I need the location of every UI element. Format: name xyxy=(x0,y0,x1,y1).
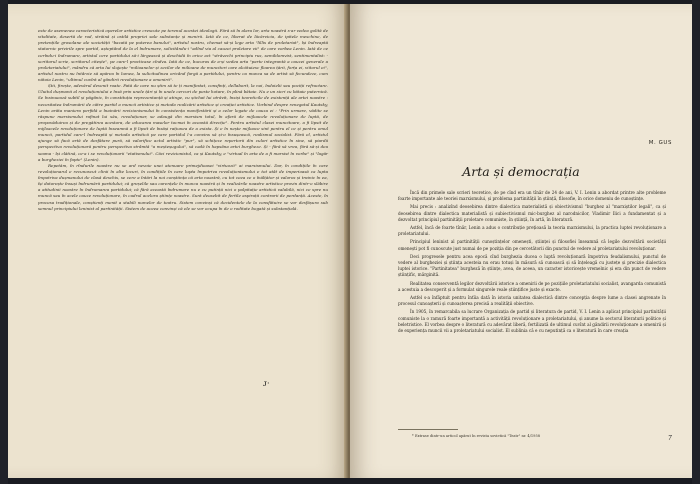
body-paragraph-4: Principiul leninist al partinității cunoștințelor omenești, științei și filosofiei înseamnă că legile dezvoltării societății omenești pot fi cunoscute just numai de pe poziția din pe cercetătorii din punctul de vedere al proletariatului revoluționar. xyxy=(398,239,666,251)
left-paragraph-2: Știi, firește, adevărul devenit roate. Fată de care nu știm să te ți manifestat, consfinți, dellaborit, la noi, îndoielii sau poziții refractare. Uluitul dușmanii al revoluționiului e însă prin unele țări și în unele cercuri de peste hotare, în plină bătaie. Nu e un sicri cu bătaie puternică. Se însinuează subtil și păgânic, în constituția reprezentanță și atinge, cu șiichat lui otrăvit, însiși teoreticile de existență ale artei noastre : necesitatea îndrumării de către partid a muncii artistice și metoda realizării artistice și creației artistice. Vorbind despre renegatul Kautsky, Lenin arăta maniera perfidă a înainării revizionismului în consistența manifestării și a celor legate de cauza ei : "Prin urmare, vădite se răspune marxismului rafinat lui său, revoluționar, se adaugă din marxism totul, în afară de mijloacele revoluționare de luptă, de propovăduirea și de pregătirea acestora, de educarea maselor tocmai în această direcție". Pentru artistul clasei muncitoare, a fi lipsit de mijloacele revoluționare de luptă înseamnă a fi lipsit de însăși rațiunea de a exista. Și e în nește mijloace sint pentru el ce și pentru omul muncii, partidul care-l îndreaptă și metoda artistică pe care partidul l-a convins să și-o însușească, realismul socialist. Fără el, artistul ajunge să facă artă de desfătare pură, să valorifice actul artistic "pur", să schițeze repertorii din culori artistice în sine, să piardă perspectiva revoluționară pentru perspectiva strâmtă "a meșteșugului", să cadă în hapsâna artei burgheze. Și - fără să vrea, fără să-și dea seama - își clătină, ce-a i se revoluționarii "etatismului". Căci revizionistul, ca și Kautsky, e "virtual în arta de a fi marxist în vorbe" și "lagăr a burgheziei în fapte" (Lenin). xyxy=(38,83,328,162)
body-paragraph-6: Realitatea consecventă legilor dezvoltării istorice a omenirii de pe pozițiile proletariatului socialist, avangarda comunistă a acestuia a descoperit și a formulat singurele reale științifice juste și exacte. xyxy=(398,280,666,292)
body-paragraph-8: În 1905, în remarcabila sa lucrare Organizația de partid și literatura de partid, V. I. Lenin a aplicat principiul partinității comuniste la o ramură foarte importantă a activității revoluționare a proletariatului, și anume la sectorul literaturii politice și beletristice. El vorbea despre o literatură cu adevărat liberă, fertilizată de ultimul cuvînt al gândirii revoluționare a omenirii și de experiența muncii vii a proletariatului socialist. El sublinia că e cu neputință ca o literatură în care creația xyxy=(398,309,666,333)
left-paragraph-3: Repetăm, în rîndurile noastre nu se ard nevoie unei atenuare primejdioasei "virtuozii" ai marxismului. Dar, în condițiile în care revoluționarul e recunoscut clinii în alte locuri, în condițiile în care lupta împotriva revoluționismului e tot atât de imperioasă ca lupta împotriva dușmanului de clasă deschis, se cere a întări la noi conștiința că arta noastră, cu tot ceea ce o înălțător și valoros și trainic în ea, își datorește însuși îndrumării partidului; că greșelile sau carențele în munca noastră și în realizările noastre artistice provin dintr-o slăbire a atitudinii noastre în îndrumarea partidului; că fără această îndrumare nu e cu putință nici o palpitație artistică valabilă, nici ce spre nu muncă sau în acele cauze revoluționare, în cadrul acelora științe noastre. Sunt deosebit de fertile aspirații contrarii de perdanță. Aceste, în procesa tradiționale, conștienți menit a stabili numelor de teatru. Sistem convinși că decidentele de la consfătuire se vor desfășura sub semnul principiului leninist al partinității. Sistem de aceea convinși că ele se vor ocupa în de o roditate bogată și substanțială. xyxy=(38,162,328,211)
page-number: 7 xyxy=(668,435,672,442)
left-page-text xyxy=(38,28,328,212)
body-paragraph-3: Astfel, încă de foarte tînăr, Lenin a adus o contribuție prețioasă la teoria marxismului, la practica luptei revoluționare a proletariatului. xyxy=(398,225,666,237)
book-edge-right xyxy=(692,0,700,484)
article-body xyxy=(398,190,666,336)
right-page xyxy=(350,4,692,478)
article-title: Arta și democrația xyxy=(462,164,580,179)
footnote-rule xyxy=(398,429,458,430)
left-page xyxy=(8,4,348,478)
book-edge-left xyxy=(0,0,8,484)
body-paragraph-2: Mai precis : analizînd deosebirea dintre dialectica materialistă și obiectivismul "burghez al "marxiștilor legali", ca și deosebirea dintre dialectica materialistă și subiectivismul mic-burghez al narodnicilor, Vladimir Ilici a fundamentat și a dezvoltat principiul partinității proletare comuniste, în știință, în artă, în literatură. xyxy=(398,204,666,222)
left-paragraph-1: este de asemenea caracteristică operelor artistice crescute pe terenul acestei ideologii. Fără să în alara lor, arta noastră s-ar vedea golită de vitalitate, desertă de rod, străină și ostilă propriei sale substanțe și menirii. Iată de ce, liberat de lăcărvicia, de ipitele meschine, de pretențiile grosolane ale societății "bazată pe puterea banului", artistul nostru, chemat să-și lege arta "lillis de proletariat", își îndreaptă statornic privirile spre partid, așteptând de la el îndrumare, solicitându-i "adînd via al cauzei proletare vii" de care vorbea Lenin. Iată de ce cerîndu-i îndrumare, artistul cere partidului să-i lărgească și deschidă în orice act "străvechi principiu rus, semiblomvist, sentimentalist: -scriitorul scrie, scriitorul citește", pe care-l practicase cîndva. Iată de ce, bucuros de a-și vedea arta "parte integrantă a cauzei generale a proletariatului", mândru că arta lui slujește "milioanelor și zecilor de milioane de muncitori care alcătuiesc floarea țării, forța ei, viitorul ei", artistul nostru nu întârzie să apărea în lumea, la sulicitudinea oricând fargă a partidului, pentru ca munca sa de artist să fecundeze, cum nătoia Lenin, "ultimul cuvînt al gândirii revoluționare a omenirii". xyxy=(38,28,328,82)
body-paragraph-1: Încă din primele sale scrieri teoretice, de pe cînd era un tînăr de 24 de ani, V. I. Lenin a abordat printre alte probleme foarte importante ale teoriei marxismului, și problema partinității în știință, filosofie, în orice domeniu de cunoștințe. xyxy=(398,190,666,202)
end-mark: ᴊ· xyxy=(263,379,270,388)
article-author: M. GUS xyxy=(648,140,672,146)
body-paragraph-7: Astfel s-a înfăptuit pentru întîia dată în istoria unitatea dialectică dintre concepția despre lume a clasei angrenate în procesul cunoașterii și cunoașterea precisă a realității obiective. xyxy=(398,295,666,307)
footnote: * Extrase dintr-un articol apărut în revista sovietică "Teatr" nr. 4/1958 xyxy=(412,434,541,438)
body-paragraph-5: Deci progresele pentru acea epocă cînd burghezia ducea o luptă revoluționară împotriva feudalismului, punctul de vedere al burgheziei și știința acesteia nu erau totuși în măsură să cunoască și să înțeleagă cu justețe și precizie dialectica luptei istorice. "Partinitatea" burgheză în științe, avea, de aceea, un caracter istoricește vremelnic și era din punct de vedere științific, mărginită. xyxy=(398,253,666,278)
